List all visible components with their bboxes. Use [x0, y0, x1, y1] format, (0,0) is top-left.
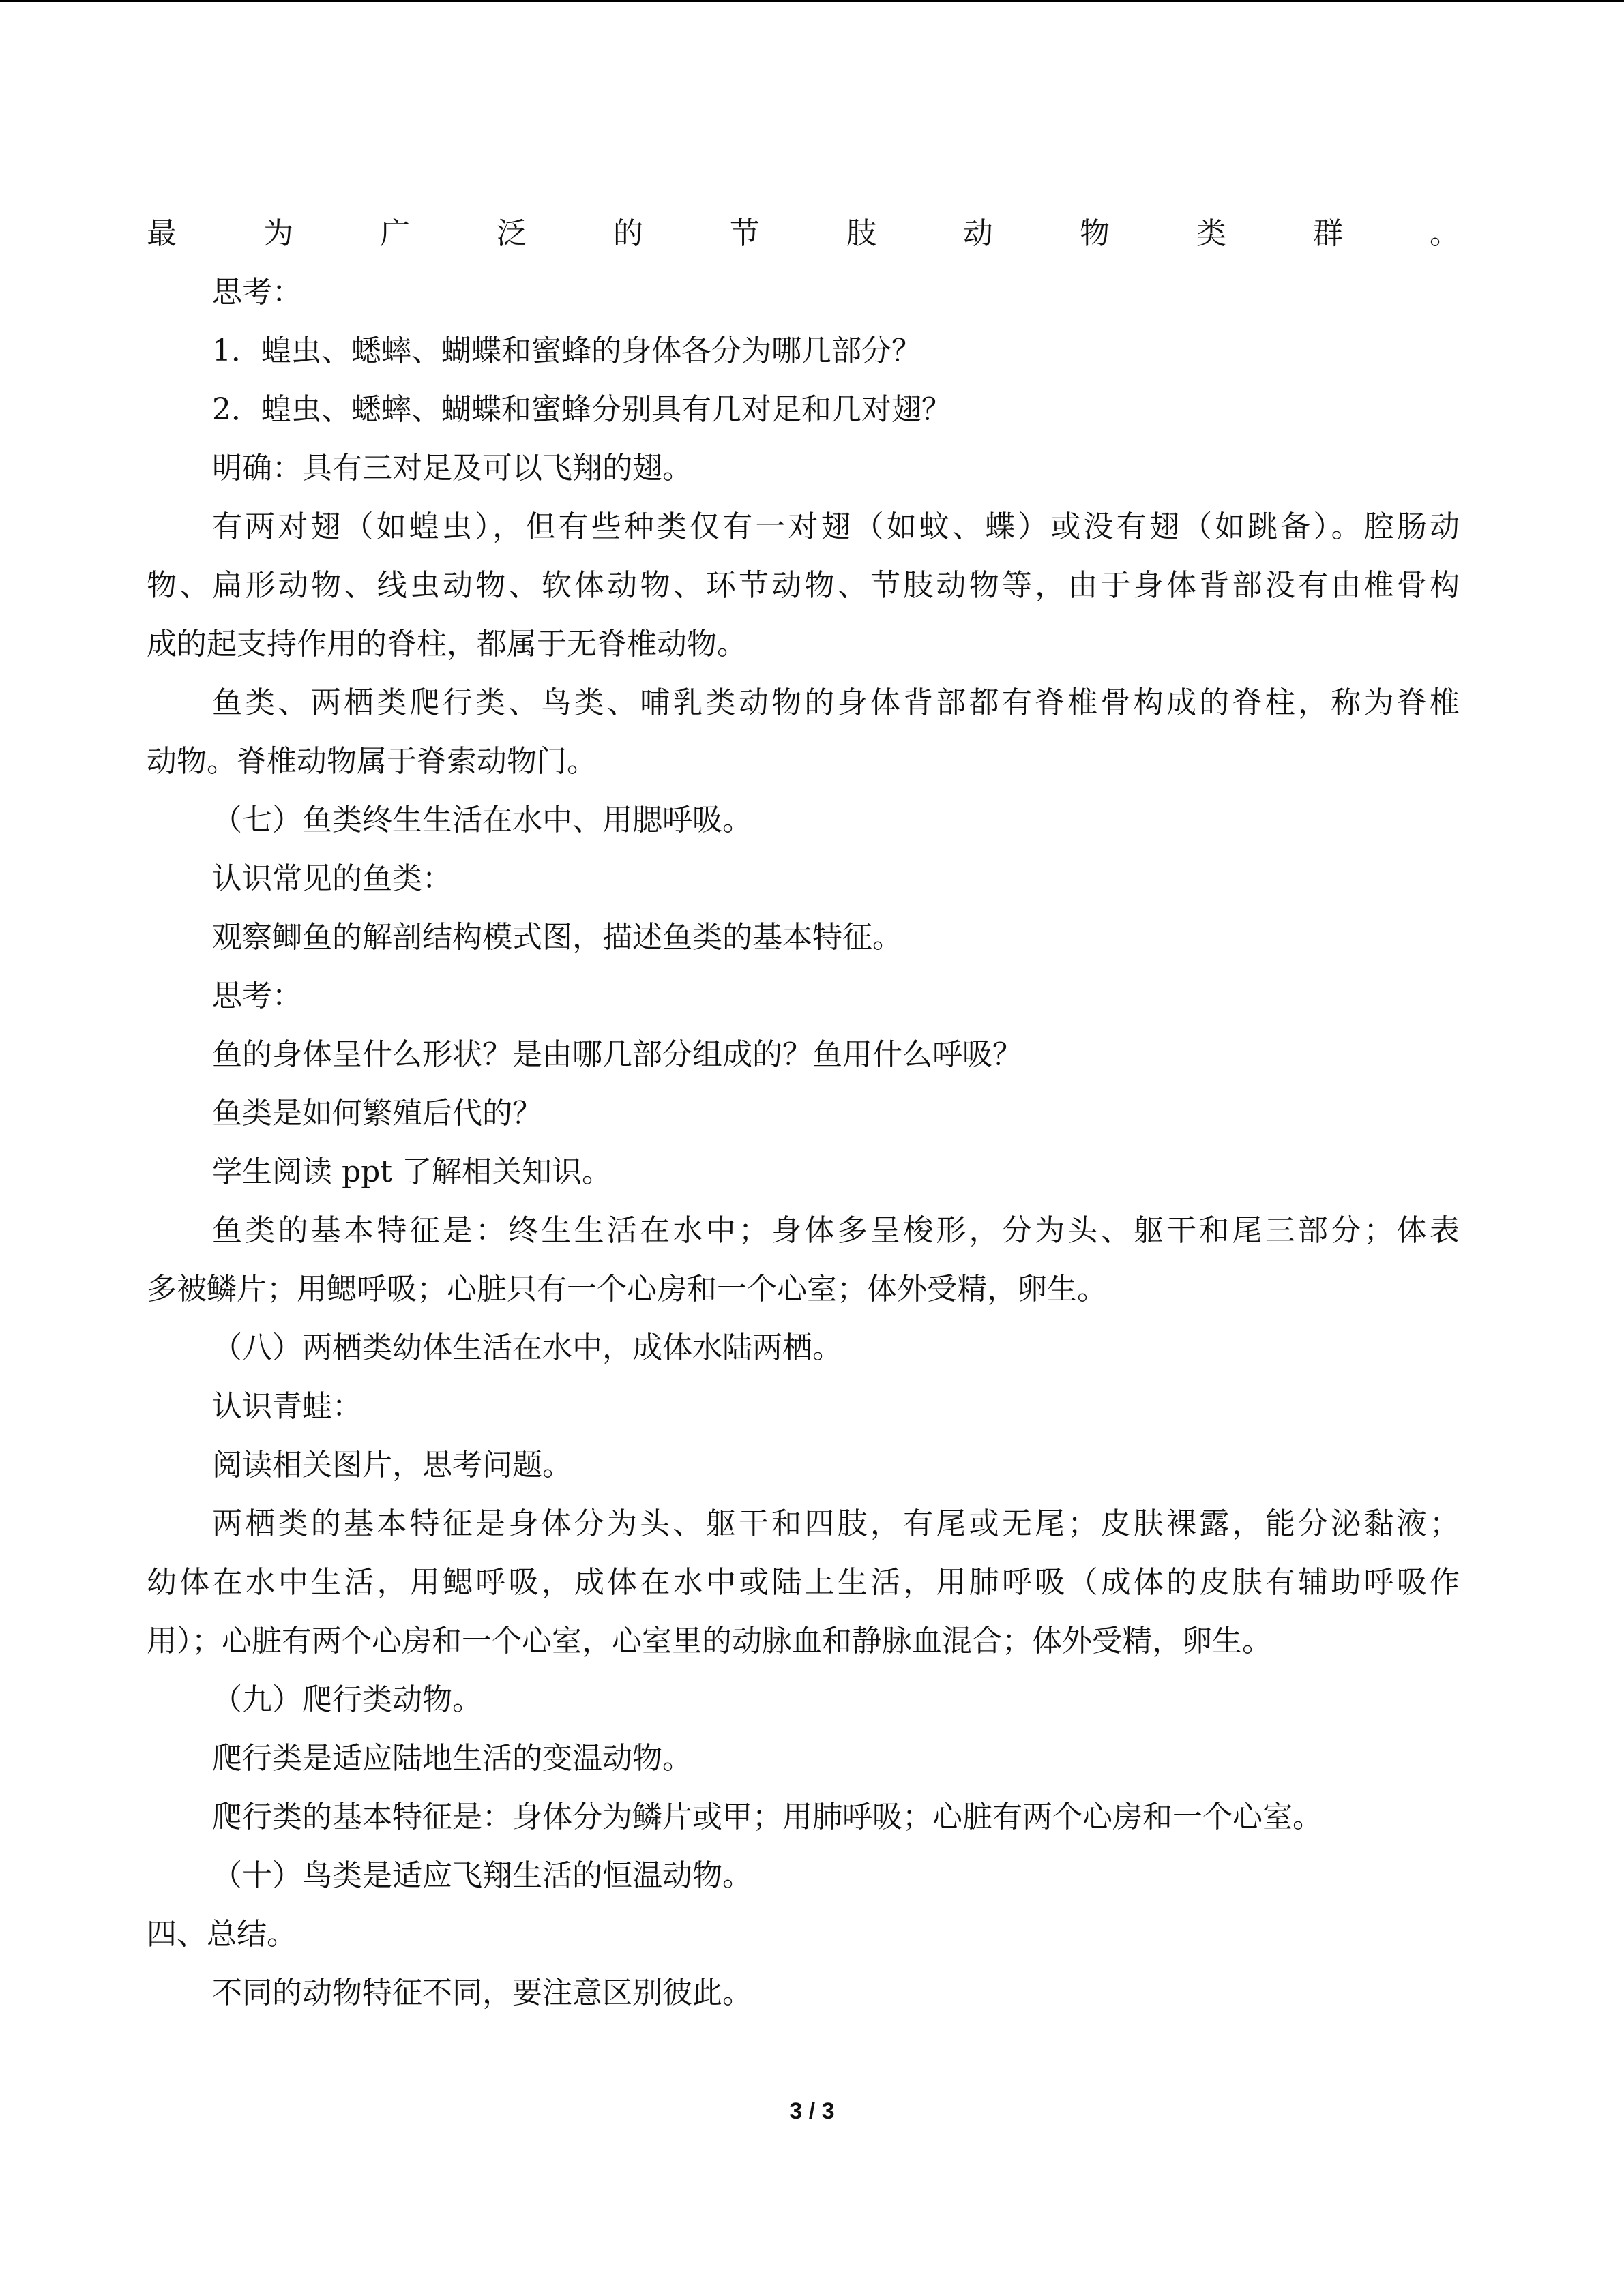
section-heading: （八）两栖类幼体生活在水中，成体水陆两栖。	[212, 1330, 842, 1365]
text-line: 不同的动物特征不同，要注意区别彼此。	[212, 1976, 752, 2010]
text-line: 认识常见的鱼类：	[212, 861, 452, 896]
text-line: 认识青蛙：	[212, 1389, 362, 1424]
text-line: 明确：具有三对足及可以飞翔的翅。	[212, 451, 692, 486]
text-line: 幼体在水中生活，用鳃呼吸，成体在水中或陆上生活，用肺呼吸（成体的皮肤有辅助呼吸作	[147, 1565, 1460, 1600]
top-border-line	[0, 0, 1624, 2]
section-heading: （七）鱼类终生生活在水中、用腮呼吸。	[212, 803, 752, 837]
text-line: 鱼类、两栖类爬行类、鸟类、哺乳类动物的身体背部都有脊椎骨构成的脊柱，称为脊椎	[212, 685, 1460, 720]
text-line: 2．蝗虫、蟋蟀、蝴蝶和蜜蜂分别具有几对足和几对翅？	[212, 392, 951, 427]
text-line: 鱼类的基本特征是：终生生活在水中；身体多呈梭形，分为头、躯干和尾三部分；体表	[212, 1213, 1460, 1248]
text-line: 鱼的身体呈什么形状？是由哪几部分组成的？鱼用什么呼吸？	[212, 1037, 1022, 1072]
text-line: 动物。脊椎动物属于脊索动物门。	[147, 744, 597, 779]
text-line: 爬行类的基本特征是：身体分为鳞片或甲；用肺呼吸；心脏有两个心房和一个心室。	[212, 1800, 1323, 1834]
section-heading: （十）鸟类是适应飞翔生活的恒温动物。	[212, 1858, 752, 1893]
text-line: 思考：	[212, 275, 302, 310]
text-line: 思考：	[212, 979, 302, 1013]
text-line: 最为广泛的节肢动物类群。	[147, 216, 1460, 251]
text-line: 成的起支持作用的脊柱，都属于无脊椎动物。	[147, 627, 747, 661]
section-heading: 四、总结。	[147, 1917, 297, 1952]
text-line: 物、扁形动物、线虫动物、软体动物、环节动物、节肢动物等，由于身体背部没有由椎骨构	[147, 568, 1460, 603]
text-line: 用）；心脏有两个心房和一个心室，心室里的动脉血和静脉血混合；体外受精，卵生。	[147, 1624, 1272, 1658]
document-body	[147, 205, 1460, 2023]
section-heading: （九）爬行类动物。	[212, 1682, 482, 1717]
text-line: 有两对翅（如蝗虫），但有些种类仅有一对翅（如蚊、蝶）或没有翅（如跳备）。腔肠动	[212, 509, 1460, 544]
text-line: 鱼类是如何繁殖后代的？	[212, 1096, 542, 1131]
text-line: 1．蝗虫、蟋蟀、蝴蝶和蜜蜂的身体各分为哪几部分？	[212, 333, 921, 368]
text-line: 爬行类是适应陆地生活的变温动物。	[212, 1741, 692, 1776]
text-line: 学生阅读 ppt 了解相关知识。	[212, 1154, 612, 1189]
page-number: 3 / 3	[789, 2098, 835, 2124]
text-line: 阅读相关图片，思考问题。	[212, 1448, 572, 1482]
text-line: 两栖类的基本特征是身体分为头、躯干和四肢，有尾或无尾；皮肤裸露，能分泌黏液；	[212, 1506, 1460, 1541]
text-line: 观察鲫鱼的解剖结构模式图，描述鱼类的基本特征。	[212, 920, 902, 955]
text-line: 多被鳞片；用鳃呼吸；心脏只有一个心房和一个心室；体外受精，卵生。	[147, 1272, 1107, 1307]
